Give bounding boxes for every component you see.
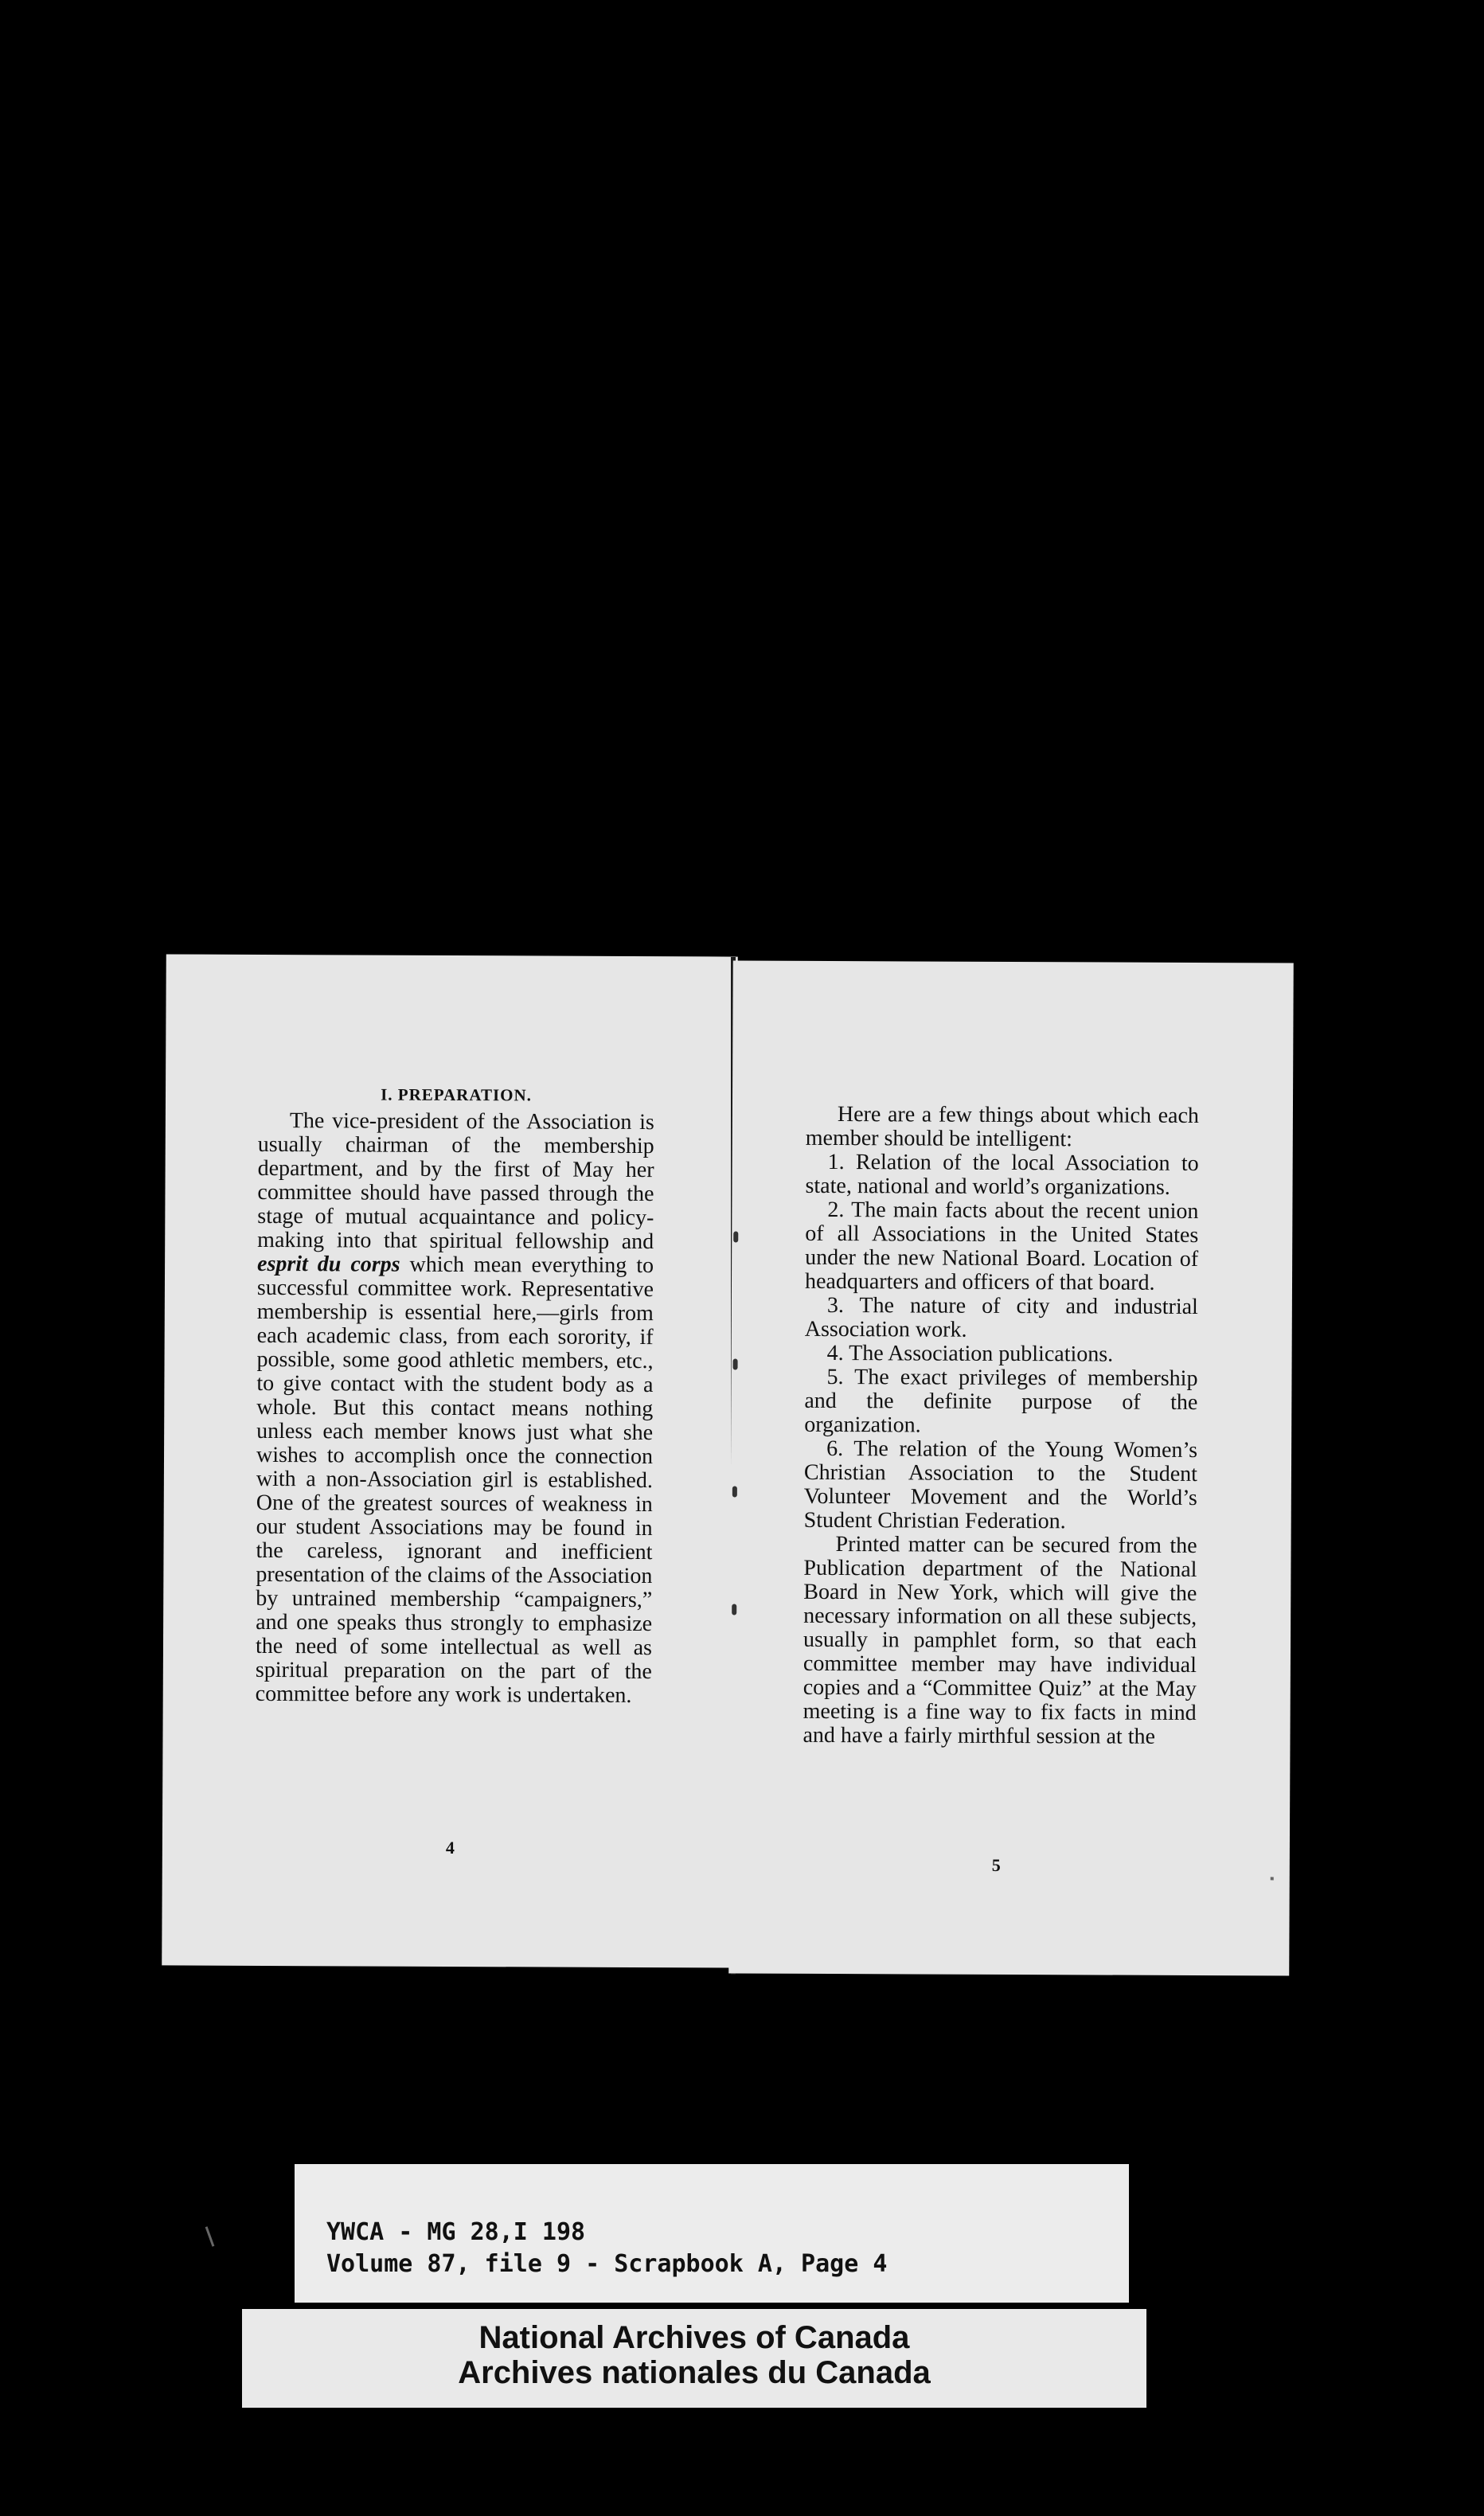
label-volume-line: Volume 87, file 9 - Scrapbook A, Page 4 — [326, 2250, 888, 2278]
closing-paragraph: Printed matter can be secured from the Publication department of the National Board in New York, which will give the necessary information on all these subjects, usually in pamphlet form, so that each committee member may have individual copies and a “Committee Quiz” at the May meeting is a fine way to fix facts in mind and have a fairly mirthful session at the — [803, 1532, 1197, 1749]
speck — [205, 2226, 215, 2246]
page-number-left: 4 — [445, 1837, 455, 1858]
right-page — [728, 960, 1294, 1975]
list-item: 5. The exact privileges of membership and the definite purpose of the organization. — [804, 1364, 1198, 1438]
preparation-paragraph — [256, 1109, 654, 1708]
list-item: 2. The main facts about the recent union of all Associations in the United States under the new National Board. Location of headquarters and officers of that board. — [804, 1197, 1199, 1295]
archive-label — [295, 2164, 1129, 2303]
right-text-block — [803, 1103, 1199, 1749]
binding-mark — [733, 1231, 738, 1242]
binding-mark — [732, 1604, 736, 1615]
left-text-block — [256, 1082, 654, 1708]
archives-name-french: Archives nationales du Canada — [458, 2355, 931, 2390]
page-number-right: 5 — [991, 1854, 1001, 1875]
section-heading: I. PREPARATION. — [381, 1084, 532, 1105]
archives-name-english: National Archives of Canada — [478, 2320, 910, 2355]
label-fonds-line: YWCA - MG 28,I 198 — [326, 2218, 586, 2246]
paragraph-text-a: The vice-president of the Association is usually chairman of the membership department, and by the first of May her committee should have passed through the stage of mutual acquaintance and policy-making into that spiritual fellowship and — [257, 1108, 654, 1255]
list-item: 6. The relation of the Young Women’s Christian Association to the Student Volunteer Movement and the World’s Student Christian Federation. — [803, 1436, 1198, 1534]
list-item: 1. Relation of the local Association to state, national and world’s organizations. — [805, 1149, 1199, 1200]
left-page — [162, 954, 738, 1967]
binding-mark — [733, 1358, 738, 1369]
archives-banner — [242, 2309, 1146, 2408]
paragraph-text-b: which mean everything to successful committee work. Representative membership is essential here,—girls from each academic class, from each sorority, if possible, some good athletic members, etc., to give contact with the student body as a whole. But this contact means nothing unless each member knows just what she wishes to accomplish once the connection with a non-Association girl is established. One of the greatest sources of weakness in our student Associations may be found in the careless, ignorant and inefficient presentation of the claims of the Association by untrained membership “campaigners,” and one speaks thus strongly to emphasize the need of some intellectual as well as spiritual preparation on the part of the committee before any work is undertaken. — [255, 1252, 654, 1708]
list-item: 3. The nature of city and industrial Association work. — [804, 1292, 1198, 1342]
binding-mark — [732, 1486, 737, 1497]
paragraph-emphasis: esprit du corps — [257, 1251, 400, 1277]
list-item: 4. The Association publications. — [826, 1340, 1114, 1367]
intro-paragraph: Here are a few things about which each member should be intelligent: — [805, 1102, 1200, 1152]
speck — [1271, 1877, 1274, 1880]
